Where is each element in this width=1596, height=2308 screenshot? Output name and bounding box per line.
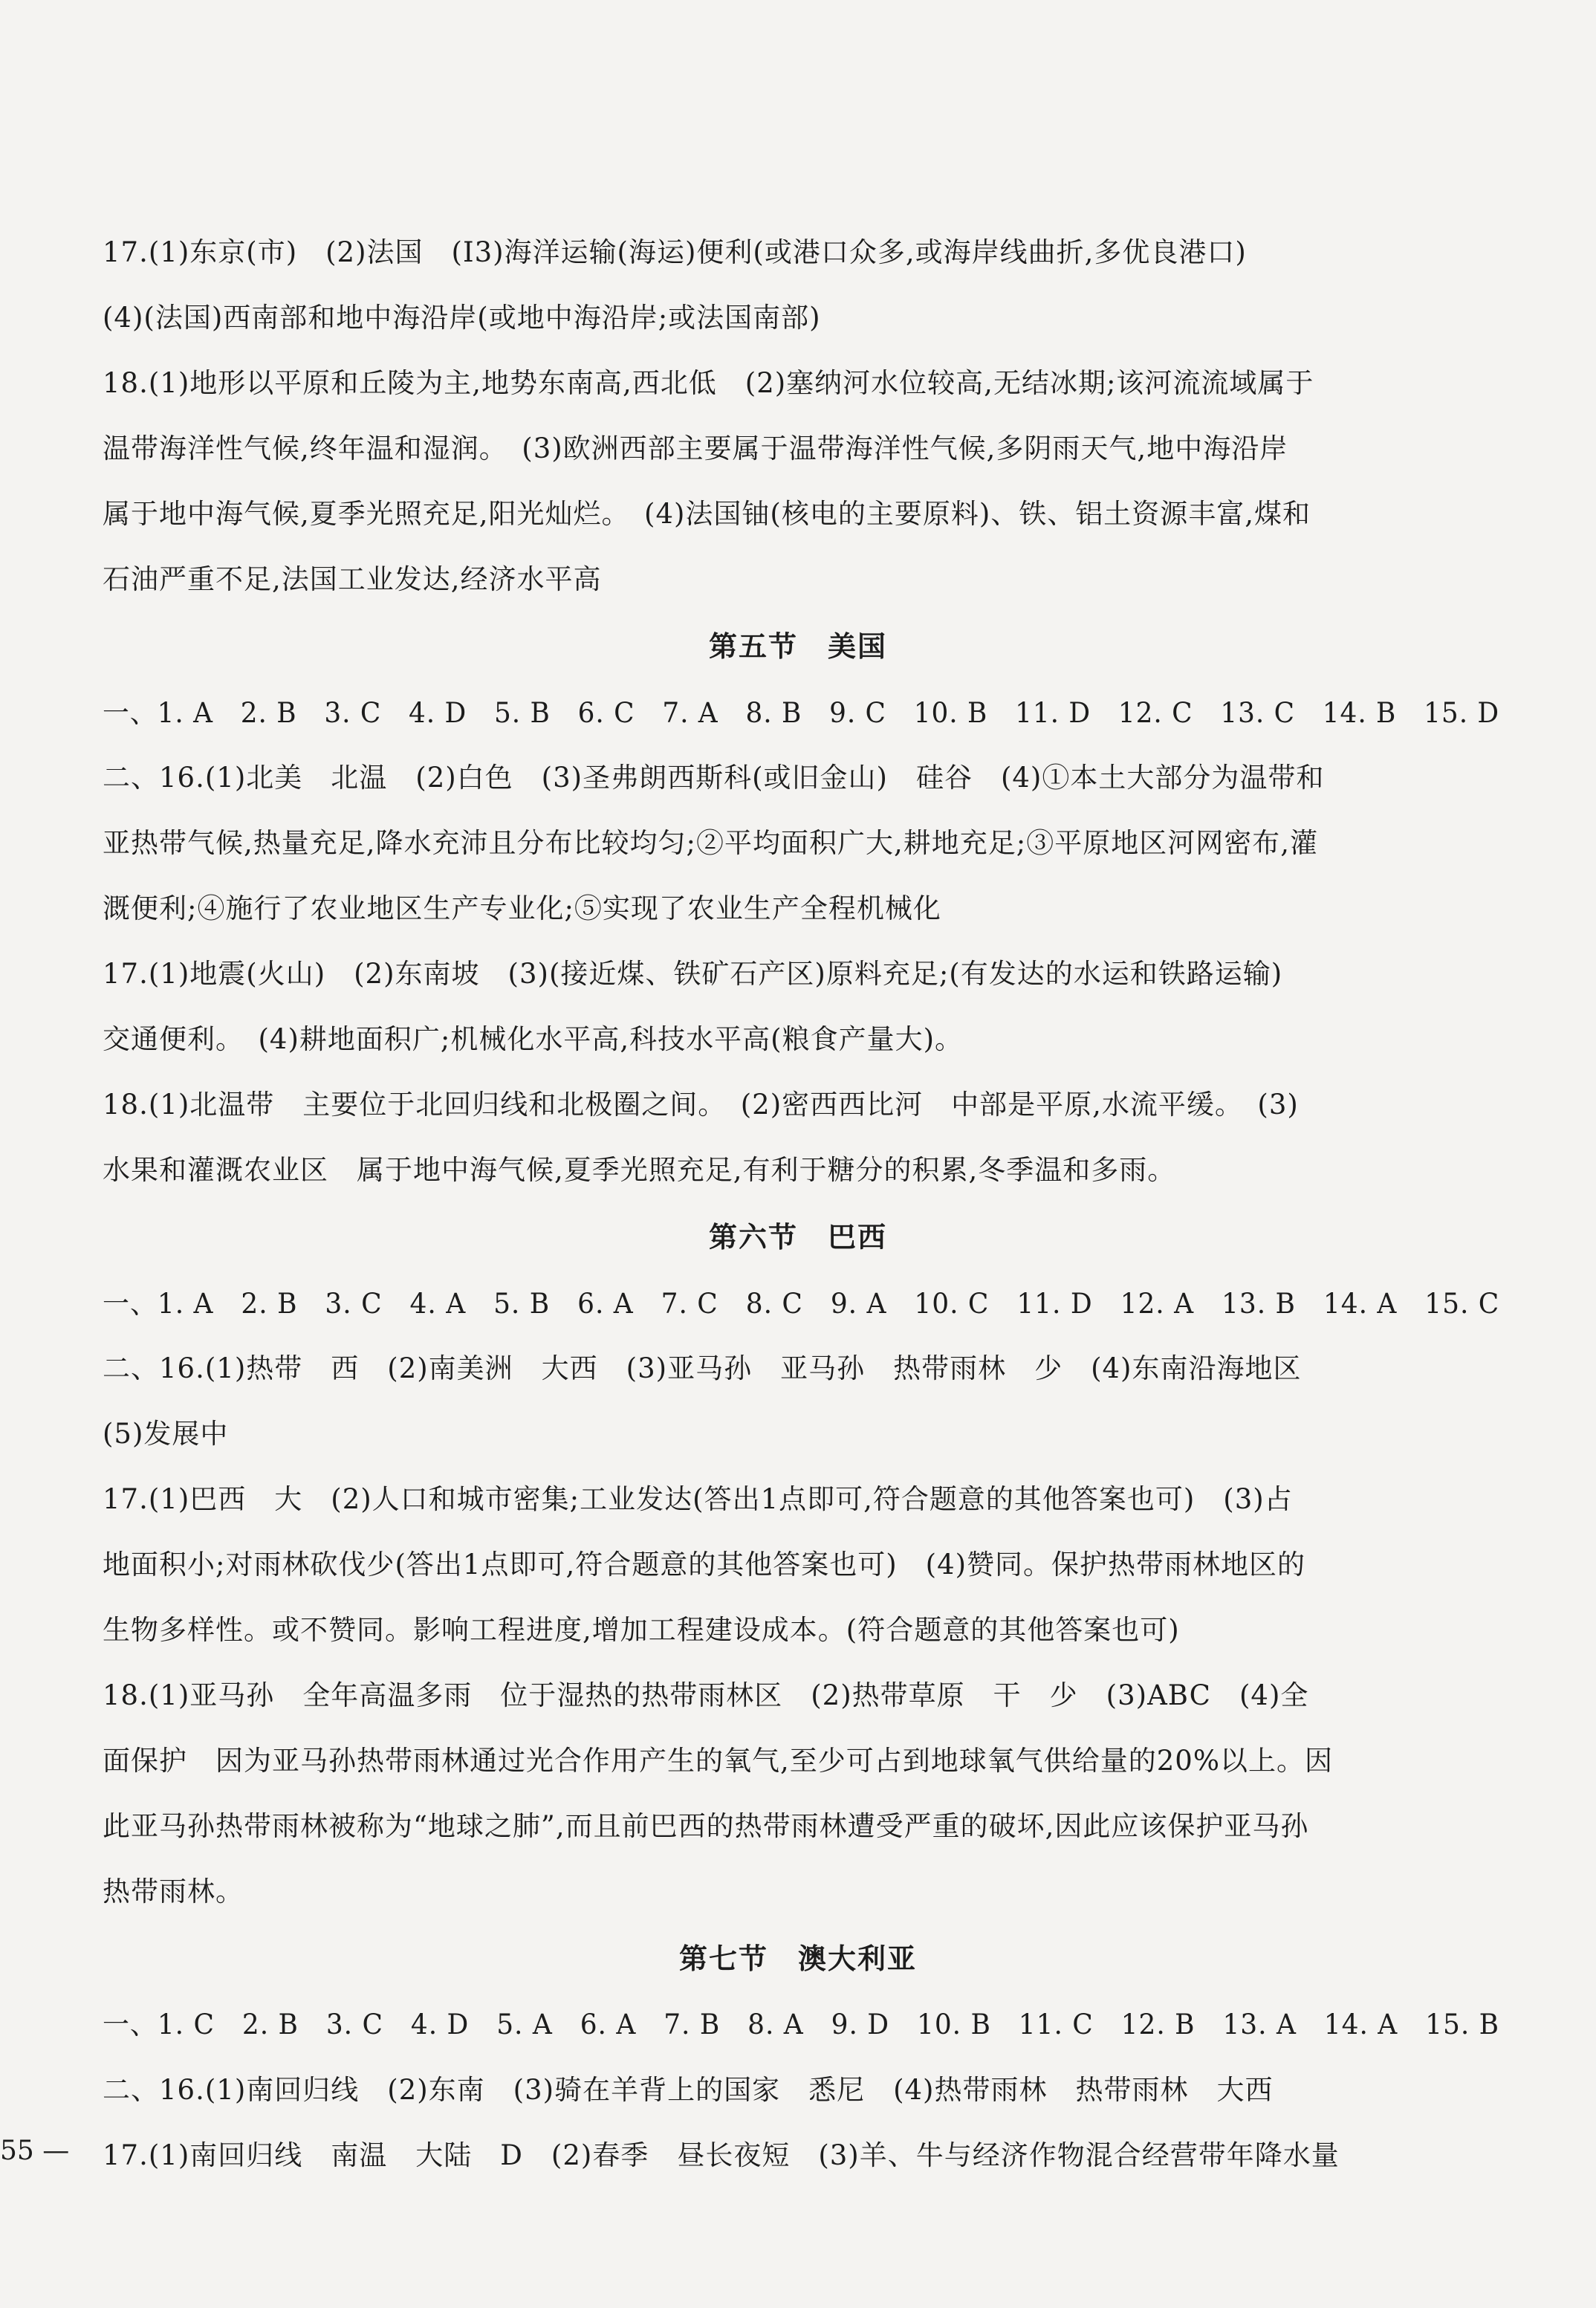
answer-line: 属于地中海气候,夏季光照充足,阳光灿烂。 (4)法国铀(核电的主要原料)、铁、铝土资源丰富,煤和 xyxy=(103,498,1311,530)
answer-line: 18.(1)北温带 主要位于北回归线和北极圈之间。 (2)密西西比河 中部是平原,水流平缓。 (3) xyxy=(103,1089,1299,1121)
section-title: 第六节 巴西 xyxy=(708,1220,887,1254)
answer-line: 此亚马孙热带雨林被称为“地球之肺”,而且前巴西的热带雨林遭受严重的破坏,因此应该保护亚马孙 xyxy=(103,1810,1309,1842)
answer-line: 交通便利。 (4)耕地面积广;机械化水平高,科技水平高(粮食产量大)。 xyxy=(103,1023,964,1055)
answer-line: 溉便利;④施行了农业地区生产专业化;⑤实现了农业生产全程机械化 xyxy=(103,892,941,924)
answer-line: 热带雨林。 xyxy=(103,1876,244,1907)
answer-line: 17.(1)巴西 大 (2)人口和城市密集;工业发达(答出1点即可,符合题意的其他答案也可) (3)占 xyxy=(103,1483,1293,1515)
page-number: 55 — xyxy=(0,2136,70,2166)
answer-line: 生物多样性。或不赞同。影响工程进度,增加工程建设成本。(符合题意的其他答案也可) xyxy=(103,1614,1180,1646)
choice-answers: 一、1. A 2. B 3. C 4. A 5. B 6. A 7. C 8. C 9. A 10. C 11. D 12. A 13. B 14. A 15. C xyxy=(103,1288,1500,1320)
answer-line: (5)发展中 xyxy=(103,1418,229,1450)
answer-line: 二、16.(1)热带 西 (2)南美洲 大西 (3)亚马孙 亚马孙 热带雨林 少 (4)东南沿海地区 xyxy=(103,1352,1302,1384)
answer-line: (4)(法国)西南部和地中海沿岸(或地中海沿岸;或法国南部) xyxy=(103,302,821,334)
answer-line: 17.(1)地震(火山) (2)东南坡 (3)(接近煤、铁矿石产区)原料充足;(有发达的水运和铁路运输) xyxy=(103,958,1283,990)
answer-line: 水果和灌溉农业区 属于地中海气候,夏季光照充足,有利于糖分的积累,冬季温和多雨。 xyxy=(103,1154,1176,1186)
answer-line: 亚热带气候,热量充足,降水充沛且分布比较均匀;②平均面积广大,耕地充足;③平原地区河网密布,灌 xyxy=(103,827,1318,859)
answer-line: 面保护 因为亚马孙热带雨林通过光合作用产生的氧气,至少可占到地球氧气供给量的20%以上。因 xyxy=(103,1745,1333,1777)
answer-line: 18.(1)地形以平原和丘陵为主,地势东南高,西北低 (2)塞纳河水位较高,无结冰期;该河流流域属于 xyxy=(103,367,1314,399)
answer-line: 18.(1)亚马孙 全年高温多雨 位于湿热的热带雨林区 (2)热带草原 干 少 (3)ABC (4)全 xyxy=(103,1679,1309,1711)
choice-answers: 一、1. A 2. B 3. C 4. D 5. B 6. C 7. A 8. B 9. C 10. B 11. D 12. C 13. C 14. B 15. D xyxy=(103,697,1500,729)
answer-line: 地面积小;对雨林砍伐少(答出1点即可,符合题意的其他答案也可) (4)赞同。保护热带雨林地区的 xyxy=(103,1549,1306,1581)
section-title: 第五节 美国 xyxy=(708,629,887,663)
answer-line: 温带海洋性气候,终年温和湿润。 (3)欧洲西部主要属于温带海洋性气候,多阴雨天气,地中海沿岸 xyxy=(103,432,1288,464)
answer-line: 17.(1)东京(市) (2)法国 (I3)海洋运输(海运)便利(或港口众多,或海岸线曲折,多优良港口) xyxy=(103,236,1247,268)
answer-line: 二、16.(1)北美 北温 (2)白色 (3)圣弗朗西斯科(或旧金山) 硅谷 (4)①本土大部分为温带和 xyxy=(103,762,1325,794)
answer-line: 石油严重不足,法国工业发达,经济水平高 xyxy=(103,563,602,595)
section-title: 第七节 澳大利亚 xyxy=(678,1942,917,1975)
choice-answers: 一、1. C 2. B 3. C 4. D 5. A 6. A 7. B 8. A 9. D 10. B 11. C 12. B 13. A 14. A 15. B xyxy=(103,2009,1499,2040)
answer-line: 17.(1)南回归线 南温 大陆 D (2)春季 昼长夜短 (3)羊、牛与经济作物混合经营带年降水量 xyxy=(103,2139,1340,2171)
answer-line: 二、16.(1)南回归线 (2)东南 (3)骑在羊背上的国家 悉尼 (4)热带雨林 热带雨林 大西 xyxy=(103,2074,1274,2106)
